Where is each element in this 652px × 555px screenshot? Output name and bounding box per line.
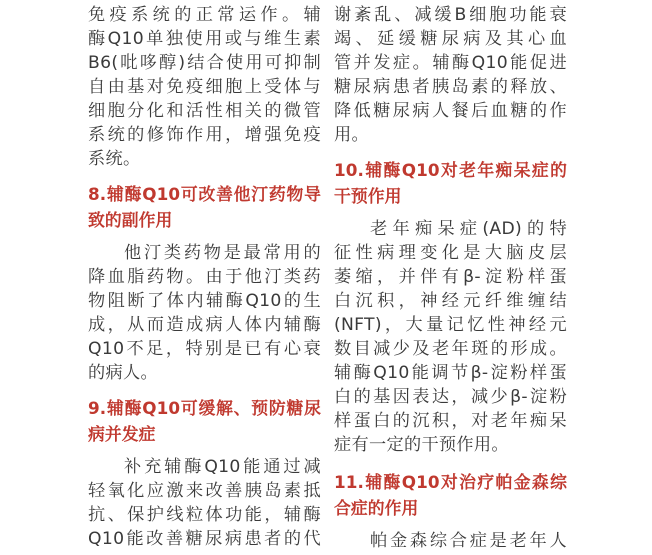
text-line: 自由基对免疫细胞上受体与	[88, 77, 321, 97]
text-line: 帕金森综合症是老年人	[370, 531, 567, 551]
text-line: 物阻断了体内辅酶Q10的生	[88, 291, 321, 311]
text-line: 老年痴呆症(AD)的特	[370, 219, 567, 239]
text-line: 他汀类药物是最常用的	[124, 243, 321, 263]
text-line: 酶Q10单独使用或与维生素	[88, 29, 321, 49]
text-line: 辅酶Q10能调节β-淀粉样蛋	[334, 363, 567, 383]
text-line: 竭、延缓糖尿病及其心血	[334, 29, 567, 49]
text-line: 补充辅酶Q10能通过减	[124, 457, 321, 477]
heading-line: 11.辅酶Q10对治疗帕金森综	[334, 472, 567, 492]
text-line: 样蛋白的沉积，对老年痴呆	[334, 411, 567, 431]
heading-line: 9.辅酶Q10可缓解、预防糖尿	[88, 398, 321, 418]
heading-line: 10.辅酶Q10对老年痴呆症的	[334, 160, 567, 180]
text-line: Q10不足，特别是已有心衰	[88, 339, 321, 359]
text-line: 白沉积，神经元纤维缠结	[334, 291, 567, 311]
text-line: (NFT)，大量记忆性神经元	[334, 315, 567, 335]
heading-line: 8.辅酶Q10可改善他汀药物导	[88, 184, 321, 204]
text-line: 的病人。	[88, 363, 158, 383]
heading-line: 致的副作用	[88, 210, 173, 230]
text-line: 管并发症。辅酶Q10能促进	[334, 53, 567, 73]
text-line: B6(吡哆醇)结合使用可抑制	[88, 53, 321, 73]
text-line: 白的基因表达，减少β-淀粉	[334, 387, 567, 407]
heading-line: 合症的作用	[334, 498, 419, 518]
text-line: 降血脂药物。由于他汀类药	[88, 267, 321, 287]
text-line: 用。	[334, 125, 369, 145]
text-line: 症有一定的干预作用。	[334, 435, 509, 455]
heading-line: 干预作用	[334, 186, 402, 206]
text-line: 系统的修饰作用，增强免疫	[88, 125, 321, 145]
text-line: 谢紊乱、减缓B细胞功能衰	[334, 5, 567, 25]
text-line: 数目减少及老年斑的形成。	[334, 339, 567, 359]
text-line: 糖尿病患者胰岛素的释放、	[334, 77, 567, 97]
text-line: 免疫系统的正常运作。辅	[88, 5, 321, 25]
text-line: 细胞分化和活性相关的微管	[88, 101, 321, 121]
heading-line: 病并发症	[88, 424, 156, 444]
text-line: 萎缩，并伴有β-淀粉样蛋	[334, 267, 567, 287]
text-line: 降低糖尿病人餐后血糖的作	[334, 101, 567, 121]
text-line: 成，从而造成病人体内辅酶	[88, 315, 321, 335]
text-line: 系统。	[88, 149, 141, 169]
text-line: Q10能改善糖尿病患者的代	[88, 529, 321, 549]
text-line: 征性病理变化是大脑皮层	[334, 243, 567, 263]
text-line: 轻氧化应激来改善胰岛素抵	[88, 481, 321, 501]
text-line: 抗、保护线粒体功能，辅酶	[88, 505, 321, 525]
